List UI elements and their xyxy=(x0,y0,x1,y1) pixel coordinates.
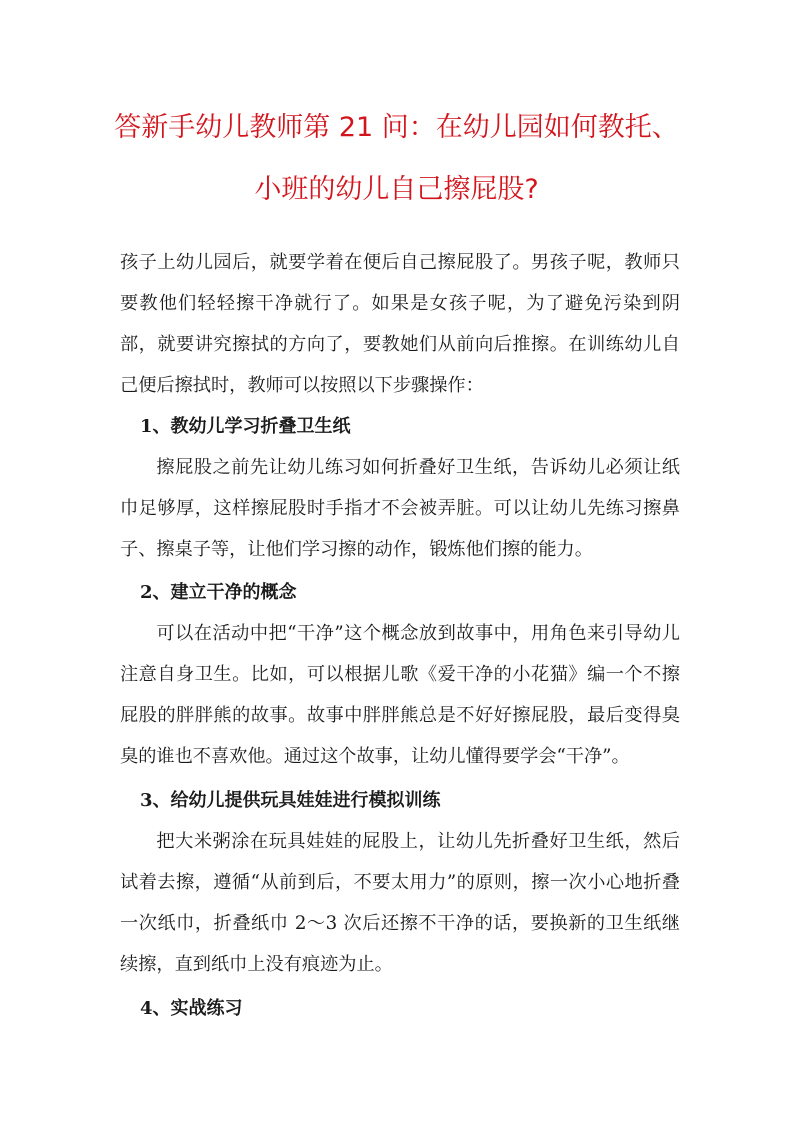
section-1-heading: 1、教幼儿学习折叠卫生纸 xyxy=(140,416,351,437)
section-3-body: 把大米粥涂在玩具娃娃的屁股上，让幼儿先折叠好卫生纸，然后试着去擦，遵循“从前到后，不要太用力”的原则，擦一次小心地折叠一次纸巾，折叠纸巾 2～3 次后还擦不干净的话，要换新的卫生纸继续擦，直到纸巾上没有痕迹为止。 xyxy=(120,831,680,975)
section-3-heading: 3、给幼儿提供玩具娃娃进行模拟训练 xyxy=(140,790,441,811)
title-line-2: 小班的幼儿自己擦屁股? xyxy=(254,174,539,205)
title-line-1: 答新手幼儿教师第 21 问：在幼儿园如何教托、 xyxy=(114,112,679,143)
section-1-body: 擦屁股之前先让幼儿练习如何折叠好卫生纸，告诉幼儿必须让纸巾足够厚，这样擦屁股时手指才不会被弄脏。可以让幼儿先练习擦鼻子、擦桌子等，让他们学习擦的动作，锻炼他们擦的能力。 xyxy=(120,457,680,560)
section-2-body: 可以在活动中把“干净”这个概念放到故事中，用角色来引导幼儿注意自身卫生。比如，可以根据儿歌《爱干净的小花猫》编一个不擦屁股的胖胖熊的故事。故事中胖胖熊总是不好好擦屁股，最后变得臭臭的谁也不喜欢他。通过这个故事，让幼儿懂得要学会“干净”。 xyxy=(120,623,680,767)
section-2-heading: 2、建立干净的概念 xyxy=(140,582,297,603)
section-4-heading: 4、实战练习 xyxy=(140,998,243,1019)
intro-paragraph: 孩子上幼儿园后，就要学着在便后自己擦屁股了。男孩子呢，教师只要教他们轻轻擦干净就行了。如果是女孩子呢，为了避免污染到阴部，就要讲究擦拭的方向了，要教她们从前向后推擦。在训练幼儿自己便后擦拭时，教师可以按照以下步骤操作： xyxy=(120,252,680,396)
